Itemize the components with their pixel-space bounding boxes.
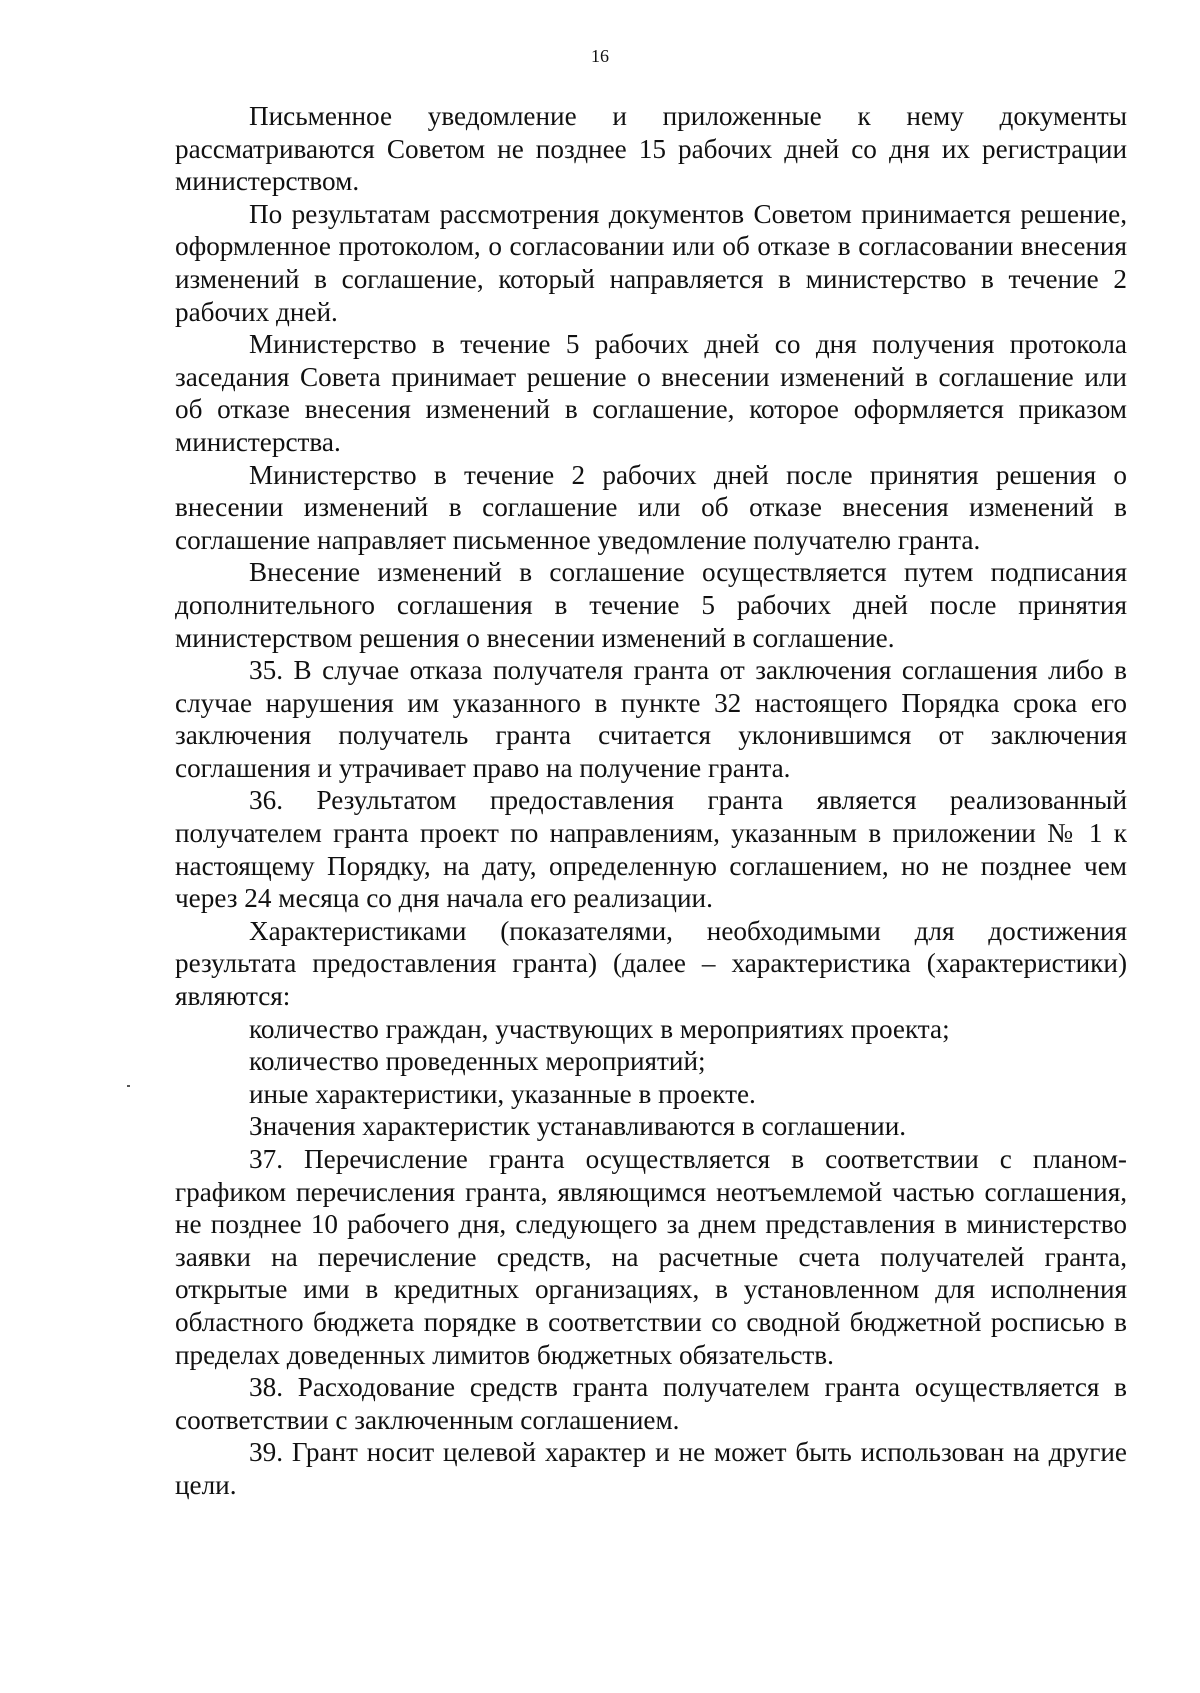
paragraph-ministry-decision: Министерство в течение 5 рабочих дней со дня получения протокола заседания Совета принимает решение о внесении изменений в соглашение или об отказе внесения изменений в соглашение, которое оформляется приказом министерства. bbox=[175, 329, 1127, 457]
paragraph-clause-38: 38. Расходование средств гранта получателем гранта осуществляется в соответствии с заключенным соглашением. bbox=[175, 1372, 1127, 1435]
paragraph-characteristics-values: Значения характеристик устанавливаются в соглашении. bbox=[249, 1111, 907, 1142]
list-item-other-characteristics: иные характеристики, указанные в проекте. bbox=[249, 1078, 756, 1109]
scan-artifact-dot bbox=[127, 1085, 130, 1087]
page-number: 16 bbox=[591, 46, 609, 66]
paragraph-clause-35: 35. В случае отказа получателя гранта от заключения соглашения либо в случае нарушения им указанного в пункте 32 настоящего Порядка срока его заключения получатель гранта считается уклонившимся от заключения соглашения и утрачивает право на получение гранта. bbox=[175, 655, 1127, 783]
paragraph-clause-39: 39. Грант носит целевой характер и не может быть использован на другие цели. bbox=[175, 1437, 1127, 1500]
paragraph-characteristics-intro: Характеристиками (показателями, необходимыми для достижения результата предоставления гранта) (далее – характеристика (характеристики) являются: bbox=[175, 915, 1127, 1012]
paragraph-notification-review: Письменное уведомление и приложенные к нему документы рассматриваются Советом не позднее 15 рабочих дней со дня их регистрации министерством. bbox=[175, 101, 1127, 197]
paragraph-ministry-notice: Министерство в течение 2 рабочих дней после принятия решения о внесении изменений в соглашение или об отказе внесения изменений в соглашение направляет письменное уведомление получателю гранта. bbox=[175, 459, 1127, 555]
paragraph-amendment-signing: Внесение изменений в соглашение осуществляется путем подписания дополнительного соглашения в течение 5 рабочих дней после принятия министерством решения о внесении изменений в соглашение. bbox=[175, 557, 1127, 653]
paragraph-council-decision: По результатам рассмотрения документов Советом принимается решение, оформленное протоколом, о согласовании или об отказе в согласовании внесения изменений в соглашение, который направляется в министерство в течение 2 рабочих дней. bbox=[175, 198, 1127, 327]
paragraph-clause-36: 36. Результатом предоставления гранта является реализованный получателем гранта проект по направлениям, указанным в приложении № 1 к настоящему Порядку, на дату, определенную соглашением, но не позднее чем через 24 месяца со дня начала его реализации. bbox=[175, 785, 1127, 914]
document-body bbox=[175, 100, 1127, 1502]
list-item-events-count: количество проведенных мероприятий; bbox=[249, 1046, 706, 1077]
list-item-citizens-count: количество граждан, участвующих в мероприятиях проекта; bbox=[249, 1013, 950, 1044]
paragraph-clause-37: 37. Перечисление гранта осуществляется в соответствии с планом-графиком перечисления гранта, являющимся неотъемлемой частью соглашения, не позднее 10 рабочего дня, следующего за днем представления в министерство заявки на перечисление средств, на расчетные счета получателей гранта, открытые ими в кредитных организациях, в установленном для исполнения областного бюджета порядке в соответствии со сводной бюджетной росписью в пределах доведенных лимитов бюджетных обязательств. bbox=[175, 1144, 1127, 1370]
